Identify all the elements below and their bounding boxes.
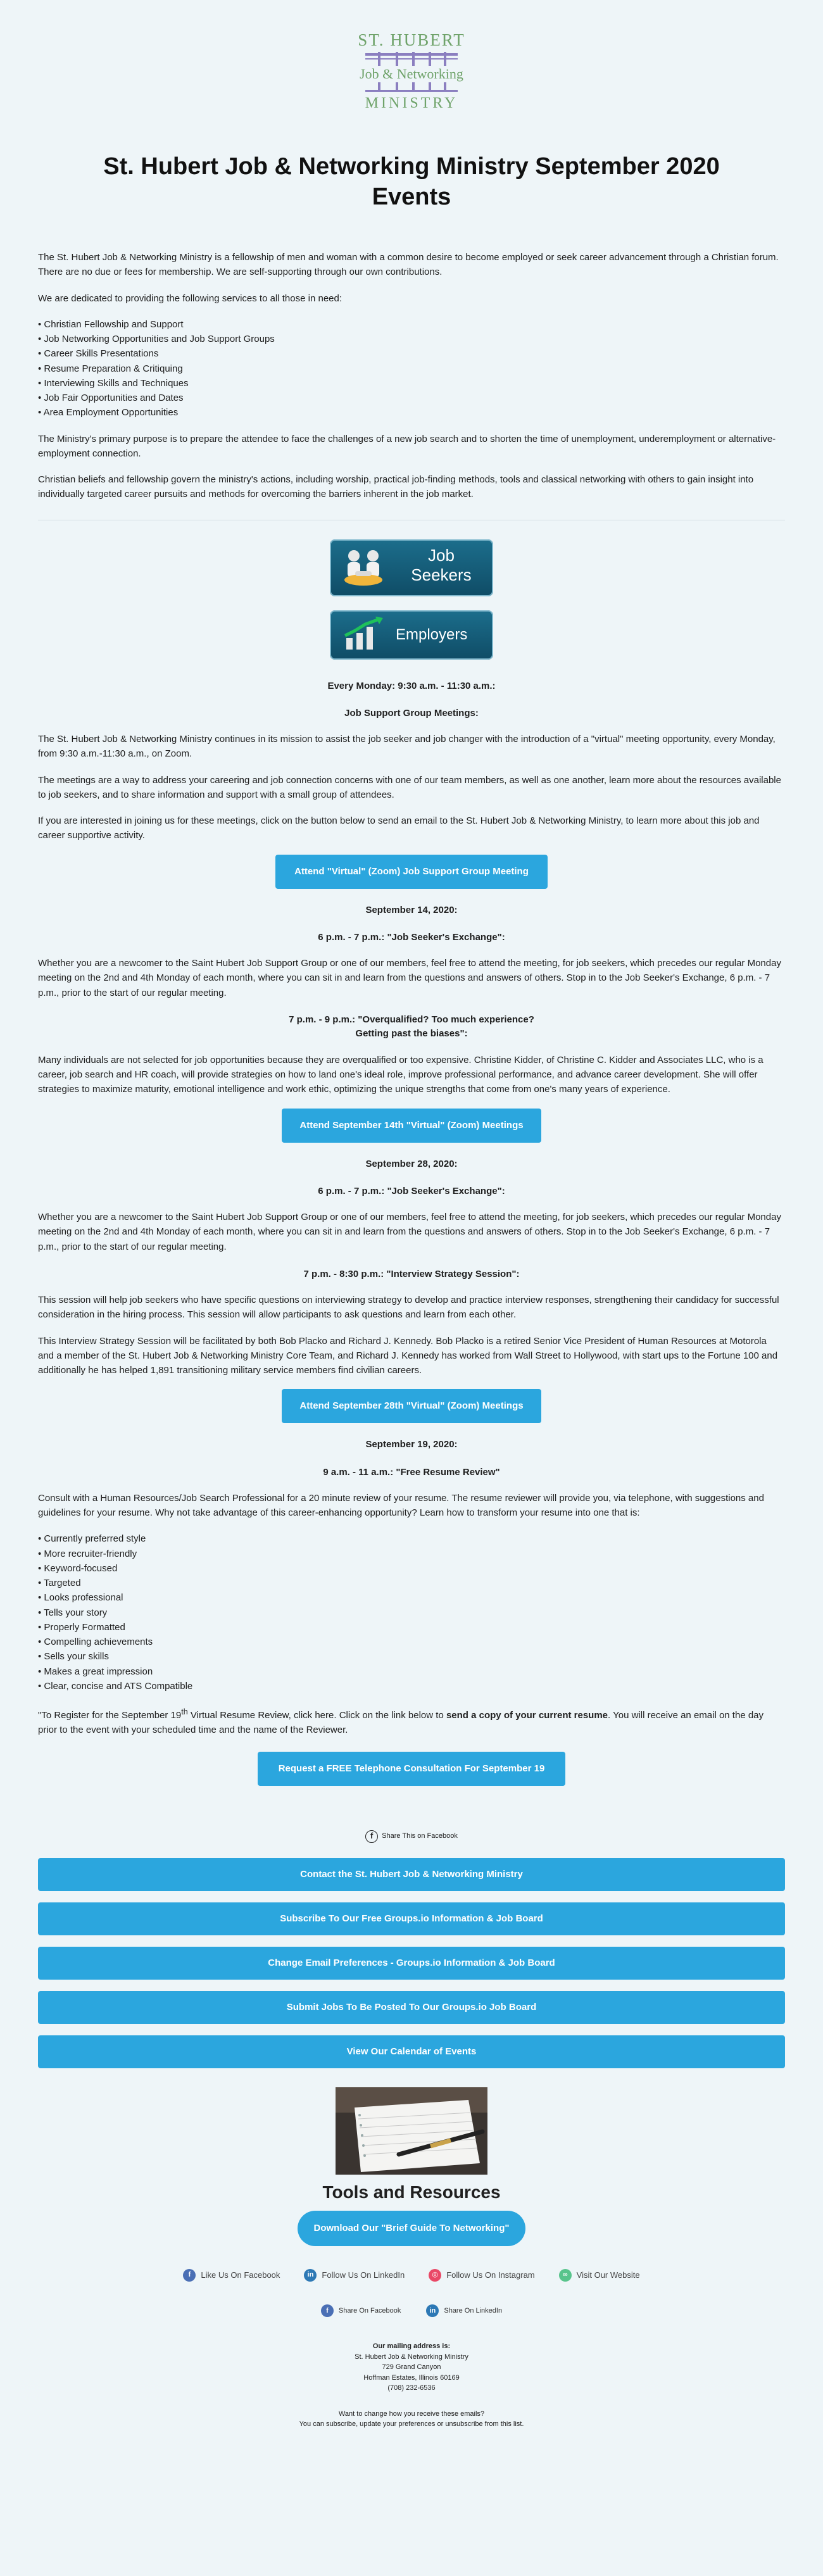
sep28-interview-paragraph: This session will help job seekers who have specific questions on interviewing strategy to develop and practice interview responses, strengthening their candidacy for successful consideration in the hiring process. This session will allow participants to ask questions and learn from each other. (38, 1295, 779, 1321)
website-link[interactable] (559, 2269, 640, 2282)
sep28-exchange-paragraph: Whether you are a newcomer to the Saint Hubert Job Support Group or one of our members, feel free to attend the meeting, for job seekers, which precedes our regular Monday meeting on the 2nd and 4th Monday of each month, where you can sit in and learn from the questions and answers of others. Stop in to the Job Seeker's Exchange, 6 p.m. - 7 p.m., prior to the start of our regular meeting. (38, 1212, 781, 1252)
linkedin-icon: in (304, 2269, 317, 2282)
intro-paragraph: The St. Hubert Job & Networking Ministry is a fellowship of men and woman with a common desire to become employed or seek career advancement through a Christian forum. There are no due or fees for membership. We are self-supporting through our own contributions. (38, 252, 779, 278)
list-item: • Tells your story (38, 1605, 785, 1620)
employers-label: Employers (396, 625, 468, 643)
subscribe-groups-button[interactable]: Subscribe To Our Free Groups.io Information & Job Board (38, 1902, 785, 1935)
registration-text: . You will receive an email on the day prior to the event with your scheduled time and the name of the Reviewer. (38, 1710, 764, 1736)
share-linkedin-text: Share On LinkedIn (444, 2306, 503, 2315)
monday-time-heading: Every Monday: 9:30 a.m. - 11:30 a.m.: (327, 680, 496, 691)
sep19-resume-paragraph: Consult with a Human Resources/Job Search Professional for a 20 minute review of your resume. The resume reviewer will provide you, via telephone, with suggestions and guidelines for your resume. Why not take advantage of this career-enhancing opportunity? Learn how to transform your resume into one that is: (38, 1492, 764, 1518)
list-item: • Sells your skills (38, 1649, 785, 1664)
instagram-follow-label: Follow Us On Instagram (446, 2270, 535, 2280)
ministry-logo (38, 0, 785, 127)
view-calendar-button[interactable]: View Our Calendar of Events (38, 2035, 785, 2068)
resume-qualities-list (38, 1531, 785, 1693)
contact-ministry-button[interactable]: Contact the St. Hubert Job & Networking Ministry (38, 1858, 785, 1891)
footer (38, 2341, 785, 2430)
registration-superscript: th (181, 1707, 188, 1716)
address-title: Our mailing address is: (372, 2342, 451, 2351)
svg-text:MINISTRY: MINISTRY (365, 95, 458, 111)
list-item: • Job Fair Opportunities and Dates (38, 391, 785, 405)
sep28-interview-heading: 7 p.m. - 8:30 p.m.: "Interview Strategy Session": (303, 1268, 520, 1279)
facebook-follow-label: Like Us On Facebook (201, 2270, 280, 2280)
content-column (38, 0, 785, 2430)
sep14-overqualified-section (38, 1053, 785, 1097)
facebook-icon: f (365, 1830, 378, 1843)
beliefs-paragraph: Christian beliefs and fellowship govern the ministry's actions, including worship, practical job-finding methods, tools and classical networking with others to gain insight into individually targeted career pursuits and methods for overcoming the barriers inherent in the job market. (38, 474, 754, 500)
list-item: • Currently preferred style (38, 1531, 785, 1546)
list-item: • Compelling achievements (38, 1635, 785, 1649)
address-phone: (708) 232-6536 (387, 2384, 436, 2392)
facebook-follow-link[interactable] (183, 2269, 280, 2282)
submit-jobs-button[interactable]: Submit Jobs To Be Posted To Our Groups.io Job Board (38, 1991, 785, 2024)
address-name: St. Hubert Job & Networking Ministry (355, 2353, 468, 2361)
list-item: • Keyword-focused (38, 1561, 785, 1576)
linkedin-follow-link[interactable] (304, 2269, 405, 2282)
list-item: • Resume Preparation & Critiquing (38, 361, 785, 376)
sep19-section (38, 1491, 785, 1521)
share-row (38, 2304, 785, 2317)
share-facebook-link[interactable] (321, 2304, 401, 2317)
preferences-link[interactable]: You can subscribe, update your preferences or unsubscribe from this list. (299, 2420, 524, 2428)
social-follow-row (38, 2269, 785, 2282)
employer-chart-icon (342, 617, 386, 653)
list-item: • More recruiter-friendly (38, 1547, 785, 1561)
attend-job-support-button[interactable]: Attend "Virtual" (Zoom) Job Support Group Meeting (275, 855, 548, 889)
list-item: • Interviewing Skills and Techniques (38, 376, 785, 391)
list-item: • Makes a great impression (38, 1664, 785, 1679)
list-item: • Career Skills Presentations (38, 346, 785, 361)
list-item: • Area Employment Opportunities (38, 405, 785, 420)
page-title: St. Hubert Job & Networking Ministry September 2020 Events (103, 153, 720, 210)
sep14-overqualified-paragraph: Many individuals are not selected for job opportunities because they are overqualified or too expensive. Christine Kidder, of Christine C. Kidder and Associates LLC, who is a career, job search and HR coach, will provide strategies on how to land one's ideal role, improve professional performance, and advance career development. She will offer strategies to maximize maturity, emotional intelligence and work ethic, optimizing the unique strengths that come from one's many years of experience. (38, 1054, 763, 1095)
svg-text:ST. HUBERT: ST. HUBERT (358, 30, 465, 49)
services-list (38, 317, 785, 420)
linkedin-follow-label: Follow Us On LinkedIn (322, 2270, 405, 2280)
monday-section (38, 732, 785, 843)
sep14-section (38, 956, 785, 1000)
sep19-date-heading: September 19, 2020: (365, 1439, 458, 1450)
sep28-section (38, 1210, 785, 1254)
intro-services-lead: We are dedicated to providing the following services to all those in need: (38, 292, 342, 304)
share-facebook-label: Share This on Facebook (382, 1831, 458, 1840)
share-linkedin-link[interactable] (426, 2304, 502, 2317)
job-seekers-button[interactable] (330, 539, 493, 596)
notebook-pen-image (336, 2087, 487, 2175)
list-item: • Job Networking Opportunities and Job Support Groups (38, 332, 785, 346)
list-item: • Christian Fellowship and Support (38, 317, 785, 332)
sep14-exchange-heading: 6 p.m. - 7 p.m.: "Job Seeker's Exchange": (318, 931, 505, 943)
attend-sep14-button[interactable]: Attend September 14th "Virtual" (Zoom) Meetings (282, 1109, 541, 1143)
link-icon: ∞ (559, 2269, 572, 2282)
share-facebook-text: Share On Facebook (338, 2306, 401, 2315)
change-emails-text: Want to change how you receive these emails? (338, 2410, 485, 2418)
purpose-paragraph: The Ministry's primary purpose is to prepare the attendee to face the challenges of a new job search and to shorten the time of unemployment, underemployment or alternative-employment connection. (38, 433, 776, 459)
instagram-follow-link[interactable] (429, 2269, 534, 2282)
overqualified-heading-line2: Getting past the biases": (355, 1028, 468, 1040)
list-item: • Properly Formatted (38, 1620, 785, 1635)
registration-text: Virtual Resume Review, click here. Click on the link below to (187, 1710, 446, 1721)
list-item: • Clear, concise and ATS Compatible (38, 1679, 785, 1693)
registration-paragraph (38, 1706, 785, 1738)
instagram-icon: ◎ (429, 2269, 441, 2282)
change-preferences-button[interactable]: Change Email Preferences - Groups.io Information & Job Board (38, 1947, 785, 1980)
monday-paragraph: If you are interested in joining us for these meetings, click on the button below to send an email to the St. Hubert Job & Networking Ministry, to learn more about this job and career supportive activity. (38, 815, 760, 841)
sep28-date-heading: September 28, 2020: (365, 1158, 458, 1169)
employers-button[interactable] (330, 610, 493, 660)
registration-text: "To Register for the September 19 (38, 1710, 182, 1721)
sep14-overqualified-heading (38, 1013, 785, 1041)
address-city: Hoffman Estates, Illinois 60169 (363, 2373, 460, 2382)
overqualified-heading-line1: 7 p.m. - 9 p.m.: "Overqualified? Too much experience? (289, 1014, 534, 1025)
monday-paragraph: The meetings are a way to address your careering and job connection concerns with one of our team members, as well as one another, learn more about the resources available to job seekers, and to share information and support with a small group of attendees. (38, 774, 781, 800)
sep28-exchange-heading: 6 p.m. - 7 p.m.: "Job Seeker's Exchange": (318, 1185, 505, 1197)
sep14-exchange-paragraph: Whether you are a newcomer to the Saint Hubert Job Support Group or one of our members, feel free to attend the meeting, for job seekers, which precedes our regular Monday meeting on the 2nd and 4th Monday of each month, where you can sit in and learn from the questions and answers of others. Stop in to the Job Seeker's Exchange, 6 p.m. - 7 p.m., prior to the start of our regular meeting. (38, 958, 781, 998)
svg-text:Job & Networking: Job & Networking (360, 66, 463, 82)
intro-section (38, 250, 785, 502)
list-item: • Targeted (38, 1576, 785, 1590)
job-seekers-line2: Seekers (411, 565, 472, 584)
request-consultation-button[interactable]: Request a FREE Telephone Consultation For September 19 (258, 1752, 565, 1786)
facebook-icon: f (183, 2269, 196, 2282)
job-seekers-line1: Job (428, 545, 455, 565)
download-guide-button[interactable]: Download Our "Brief Guide To Networking" (298, 2211, 525, 2246)
list-item: • Looks professional (38, 1590, 785, 1605)
registration-emphasis: send a copy of your current resume (446, 1710, 608, 1721)
facebook-icon: f (321, 2304, 334, 2317)
tools-heading: Tools and Resources (322, 2182, 501, 2202)
monday-paragraph: The St. Hubert Job & Networking Ministry continues in its mission to assist the job seeker and job changer with the introduction of a "virtual" meeting opportunity, every Monday, from 9:30 a.m.-11:30 a.m., on Zoom. (38, 734, 776, 760)
sep28-facilitators-paragraph: This Interview Strategy Session will be facilitated by both Bob Placko and Richard J. Kennedy. Bob Placko is a retired Senior Vice President of Human Resources at Motorola and a member of the St. Hubert Job & Networking Ministry Core Team, and Richard J. Kennedy has worked from Wall Street to Hollywood, with start ups to the Fortune 100 and additionally he has helped 1,891 transitioning military service members find civilian careers. (38, 1335, 778, 1376)
sep28-interview-section (38, 1293, 785, 1378)
share-on-facebook-link[interactable] (38, 1830, 785, 1843)
job-seekers-label (410, 546, 473, 585)
sep19-resume-heading: 9 a.m. - 11 a.m.: "Free Resume Review" (323, 1466, 500, 1478)
website-label: Visit Our Website (576, 2270, 640, 2280)
job-support-heading: Job Support Group Meetings: (344, 707, 479, 719)
people-handshake-icon (341, 548, 387, 589)
sep14-date-heading: September 14, 2020: (365, 904, 458, 915)
linkedin-icon: in (426, 2304, 439, 2317)
attend-sep28-button[interactable]: Attend September 28th "Virtual" (Zoom) Meetings (282, 1389, 541, 1423)
address-street: 729 Grand Canyon (382, 2363, 441, 2372)
